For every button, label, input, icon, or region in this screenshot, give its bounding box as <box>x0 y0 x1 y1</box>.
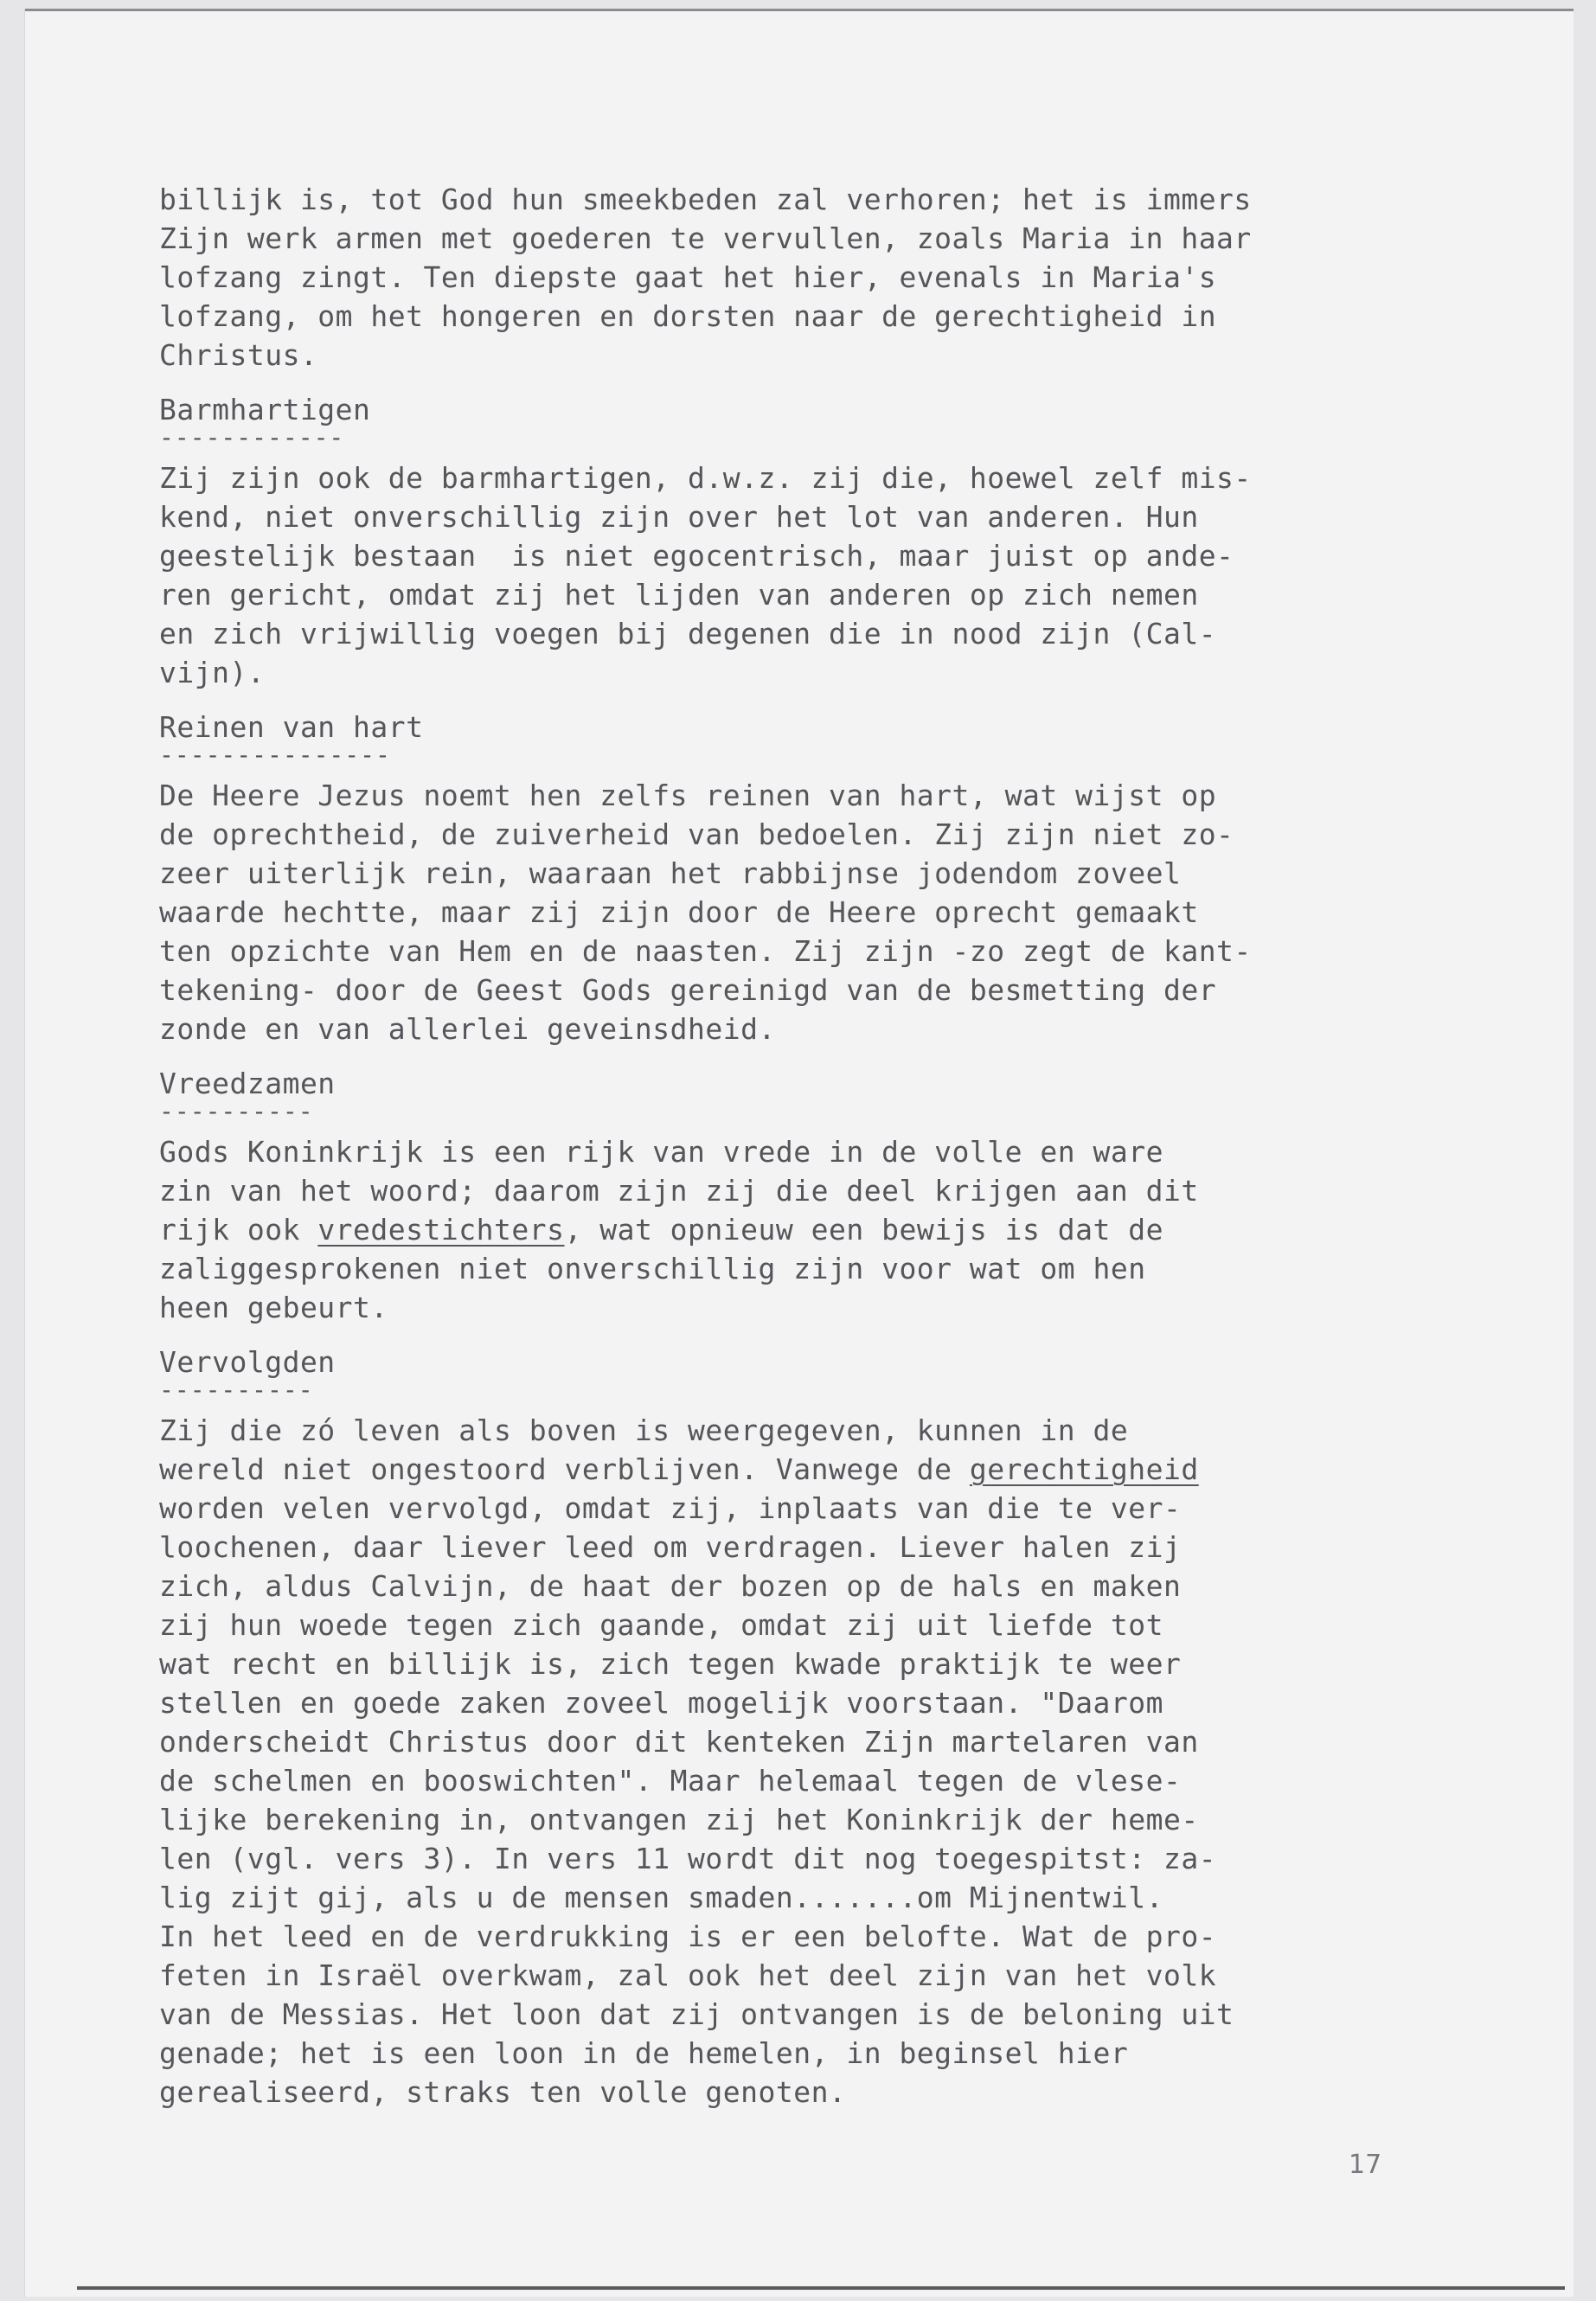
text-line: ren gericht, omdat zij het lijden van anderen op zich nemen <box>159 578 1199 612</box>
text-line: Christus. <box>159 338 318 372</box>
text-line: lofzang zingt. Ten diepste gaat het hier, evenals in Maria's <box>159 260 1217 294</box>
underlined-word: vredestichters <box>317 1213 565 1247</box>
text-line: Zij die zó leven als boven is weergegeven, kunnen in de <box>159 1413 1129 1447</box>
text-line: feten in Israël overkwam, zal ook het deel zijn van het volk <box>159 1958 1217 1992</box>
text-line: len (vgl. vers 3). In vers 11 wordt dit nog toegespitst: za- <box>159 1842 1217 1875</box>
text-line: vijn). <box>159 656 266 689</box>
text-line: Gods Koninkrijk is een rijk van vrede in de volle en ware <box>159 1135 1163 1169</box>
text-segment: wereld niet ongestoord verblijven. Vanwege de <box>159 1452 970 1486</box>
text-line: ten opzichte van Hem en de naasten. Zij zijn -zo zegt de kant- <box>159 934 1252 968</box>
heading-dashes: ---------- <box>159 1375 314 1404</box>
document-page <box>24 9 1574 2297</box>
text-line: billijk is, tot God hun smeekbeden zal verhoren; het is immers <box>159 183 1252 216</box>
heading-dashes: --------------- <box>159 740 391 769</box>
text-line: lig zijt gij, als u de mensen smaden.......om Mijnentwil. <box>159 1881 1163 1914</box>
text-line: wat recht en billijk is, zich tegen kwade praktijk te weer <box>159 1647 1182 1681</box>
text-line: De Heere Jezus noemt hen zelfs reinen van hart, wat wijst op <box>159 779 1217 812</box>
heading-barmhartigen: Barmhartigen <box>159 393 371 426</box>
text-line: genade; het is een loon in de hemelen, in beginsel hier <box>159 2036 1129 2070</box>
text-line: waarde hechtte, maar zij zijn door de Heere oprecht gemaakt <box>159 895 1199 929</box>
text-line: worden velen vervolgd, omdat zij, inplaats van die te ver- <box>159 1491 1182 1525</box>
heading-reinen-van-hart: Reinen van hart <box>159 710 424 744</box>
text-segment: , wat opnieuw een bewijs is dat de <box>564 1213 1163 1247</box>
text-line: tekening- door de Geest Gods gereinigd van de besmetting der <box>159 973 1217 1007</box>
text-line: zin van het woord; daarom zijn zij die deel krijgen aan dit <box>159 1174 1199 1208</box>
text-line: zonde en van allerlei geveinsdheid. <box>159 1012 776 1046</box>
text-line: geestelijk bestaan is niet egocentrisch, maar juist op ande- <box>159 539 1234 573</box>
heading-dashes: ------------ <box>159 423 345 452</box>
text-line: heen gebeurt. <box>159 1291 388 1324</box>
bottom-edge-line <box>77 2286 1565 2290</box>
text-line: van de Messias. Het loon dat zij ontvangen is de beloning uit <box>159 1997 1234 2031</box>
heading-dashes: ---------- <box>159 1097 314 1125</box>
text-line: gerealiseerd, straks ten volle genoten. <box>159 2075 847 2109</box>
text-line: zij hun woede tegen zich gaande, omdat zij uit liefde tot <box>159 1608 1163 1642</box>
text-line: Zij zijn ook de barmhartigen, d.w.z. zij die, hoewel zelf mis- <box>159 461 1252 495</box>
text-line: In het leed en de verdrukking is er een belofte. Wat de pro- <box>159 1920 1217 1953</box>
page-number: 17 <box>1349 2150 1382 2180</box>
top-edge-line <box>25 9 1574 11</box>
body-text <box>159 180 1448 2112</box>
text-segment: rijk ook <box>159 1213 318 1247</box>
text-line: kend, niet onverschillig zijn over het lot van anderen. Hun <box>159 500 1199 534</box>
text-line: Zijn werk armen met goederen te vervullen, zoals Maria in haar <box>159 221 1252 255</box>
heading-vervolgden: Vervolgden <box>159 1345 336 1379</box>
text-line: de schelmen en booswichten". Maar helemaal tegen de vlese- <box>159 1764 1182 1798</box>
text-line: onderscheidt Christus door dit kenteken Zijn martelaren van <box>159 1725 1199 1759</box>
text-line <box>159 1210 1448 1249</box>
text-line: zaliggesprokenen niet onverschillig zijn voor wat om hen <box>159 1252 1146 1285</box>
text-line: lofzang, om het hongeren en dorsten naar de gerechtigheid in <box>159 299 1217 333</box>
underlined-word: gerechtigheid <box>969 1452 1199 1486</box>
heading-vreedzamen: Vreedzamen <box>159 1067 336 1100</box>
text-line: stellen en goede zaken zoveel mogelijk voorstaan. "Daarom <box>159 1686 1163 1720</box>
text-line: loochenen, daar liever leed om verdragen. Liever halen zij <box>159 1530 1182 1564</box>
text-line <box>159 1450 1448 1489</box>
text-line: zeer uiterlijk rein, waaraan het rabbijnse jodendom zoveel <box>159 856 1182 890</box>
text-line: en zich vrijwillig voegen bij degenen die in nood zijn (Cal- <box>159 617 1217 651</box>
text-line: zich, aldus Calvijn, de haat der bozen op de hals en maken <box>159 1569 1182 1603</box>
text-line: de oprechtheid, de zuiverheid van bedoelen. Zij zijn niet zo- <box>159 817 1234 851</box>
text-line: lijke berekening in, ontvangen zij het Koninkrijk der heme- <box>159 1803 1199 1836</box>
